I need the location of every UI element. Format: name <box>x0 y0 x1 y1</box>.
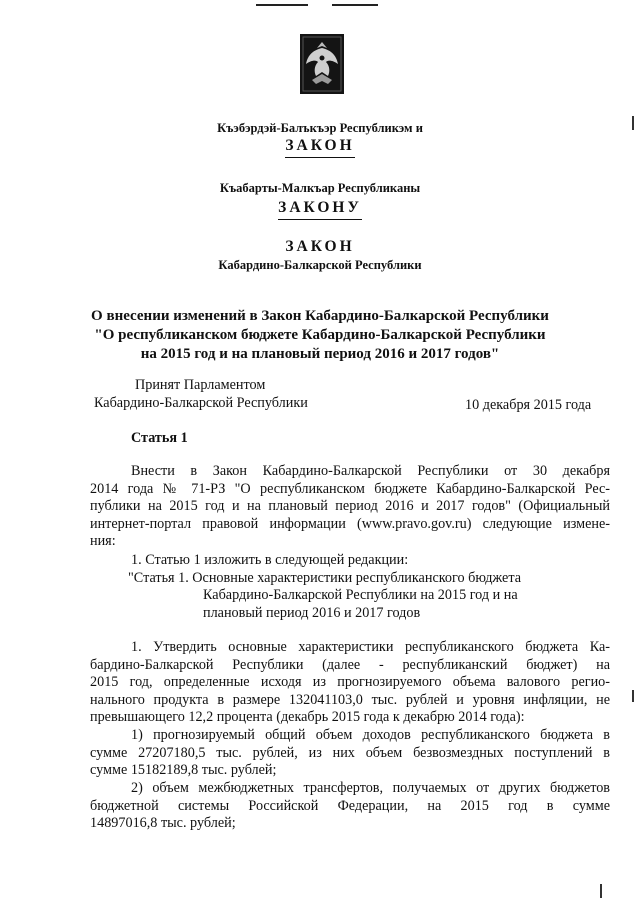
quote-heading-line: "Статья 1. Основные характеристики республиканского бюджета <box>128 570 522 586</box>
article-heading: Статья 1 <box>131 430 188 446</box>
scan-edge-tick <box>632 690 634 702</box>
balkar-republic-name: Къабарты-Малкъар Республиканы <box>219 181 421 195</box>
text-line: публики на 2015 год и на плановый период 2016 и 2017 годов" (Официальный <box>90 498 610 515</box>
text-line: сумме 15182189,8 тыс. рублей; <box>90 762 277 779</box>
scan-edge-tick <box>600 884 602 898</box>
text-line: 1. Утвердить основные характеристики республиканского бюджета Ка- <box>131 639 610 655</box>
text-line: 1) прогнозируемый общий объем доходов республиканского бюджета в <box>131 727 610 743</box>
coat-of-arms-emblem <box>300 34 344 94</box>
kabardian-law-heading-wrap <box>0 137 640 158</box>
law-title-line: на 2015 год и на плановый период 2016 и 2017 годов" <box>140 346 500 362</box>
text-line: 2015 год, определенные исходя из прогнозируемого объема валового регио- <box>90 674 610 691</box>
kabardian-law-heading: ЗАКОН <box>285 137 354 158</box>
quote-heading-line: Кабардино-Балкарской Республики на 2015 год и на <box>203 587 518 603</box>
kabardian-republic-name: Къэбэрдэй-Балъкъэр Республикэм и <box>217 121 423 135</box>
russian-republic-name: Кабардино-Балкарской Республики <box>218 258 422 272</box>
text-line: ния: <box>90 533 116 550</box>
law-title-line: "О республиканском бюджете Кабардино-Балкарской Республики <box>94 327 546 343</box>
text-line: бюджетной системы Российской Федерации, на 2015 год в сумме <box>90 797 610 814</box>
point-1-paragraph <box>90 639 610 727</box>
law-title <box>0 307 640 364</box>
subpoint-1-paragraph <box>90 727 610 780</box>
scan-mark-right <box>332 4 378 6</box>
text-line: бардино-Балкарской Республики (далее - республиканский бюджет) на <box>90 656 610 673</box>
text-line: нального продукта в размере 132041103,0 тыс. рублей и уровня инфляции, не <box>90 691 610 708</box>
adoption-line: Принят Парламентом <box>135 377 266 393</box>
subpoint-2-paragraph <box>90 780 610 833</box>
article-intro-paragraph <box>90 463 610 551</box>
text-line: 14897016,8 тыс. рублей; <box>90 815 236 832</box>
law-title-line: О внесении изменений в Закон Кабардино-Балкарской Республики <box>91 308 549 324</box>
text-line: Внести в Закон Кабардино-Балкарской Республики от 30 декабря <box>131 463 610 479</box>
balkar-law-heading-wrap <box>0 199 640 220</box>
text-line: 2014 года № 71-РЗ "О республиканском бюджете Кабардино-Балкарской Рес- <box>90 480 610 497</box>
scan-edge-tick <box>632 116 634 130</box>
adoption-body: Кабардино-Балкарской Республики <box>94 395 308 411</box>
item-1: 1. Статью 1 изложить в следующей редакции: <box>131 552 409 568</box>
text-line: интернет-портал правовой информации (www.pravo.gov.ru) следующие измене- <box>90 515 610 532</box>
text-line: превышающего 12,2 процента (декабрь 2015 года к декабрю 2014 года): <box>90 709 525 726</box>
scan-mark-left <box>256 4 308 6</box>
quote-heading-line: плановый период 2016 и 2017 годов <box>203 605 421 621</box>
text-line: 2) объем межбюджетных трансфертов, получаемых от других бюджетов <box>131 780 610 796</box>
text-line: сумме 27207180,5 тыс. рублей, из них объем безвозмездных поступлений в <box>90 744 610 761</box>
balkar-law-heading: ЗАКОНУ <box>278 199 362 220</box>
adoption-date: 10 декабря 2015 года <box>465 397 592 413</box>
russian-law-heading: ЗАКОН <box>285 238 355 255</box>
